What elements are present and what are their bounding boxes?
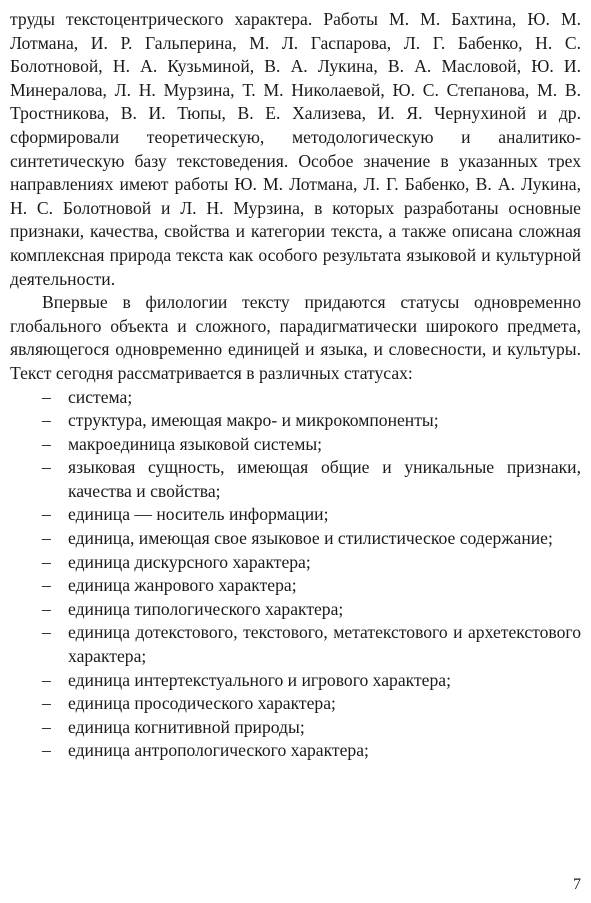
list-dash: – [42,622,51,643]
list-dash: – [42,716,51,737]
list-item-text: единица, имеющая свое языковое и стилистическое содержание; [68,528,553,549]
status-list [10,386,581,764]
list-item-text: единица интертекстуального и игрового характера; [68,669,451,690]
list-item [10,409,581,433]
list-dash: – [42,528,51,549]
list-item [10,598,581,622]
list-item [10,433,581,457]
list-dash: – [42,693,51,714]
list-item [10,527,581,551]
list-item-text: единица антропологического характера; [68,740,369,761]
list-dash: – [42,386,51,407]
list-item [10,574,581,598]
list-item [10,503,581,527]
list-item [10,621,581,668]
list-item-text: единица типологического характера; [68,598,344,619]
list-item-text: единица просодического характера; [68,693,336,714]
list-item [10,551,581,575]
list-item [10,669,581,693]
list-dash: – [42,669,51,690]
page-content [10,8,581,763]
list-item-text: единица жанрового характера; [68,575,297,596]
list-item-text: единица дотекстового, текстового, метатекстового и архетекстового характера; [68,622,581,667]
list-item [10,456,581,503]
list-dash: – [42,433,51,454]
list-dash: – [42,551,51,572]
list-item-text: единица дискурсного характера; [68,551,311,572]
list-item [10,386,581,410]
list-dash: – [42,457,51,478]
list-item-text: макроединица языковой системы; [68,433,323,454]
list-item [10,739,581,763]
page-number: 7 [573,876,581,893]
list-dash: – [42,575,51,596]
list-item-text: структура, имеющая макро- и микрокомпоненты; [68,410,439,431]
paragraph-1: труды текстоцентрического характера. Работы М. М. Бахтина, Ю. М. Лотмана, И. Р. Гальперина, М. Л. Гаспарова, Л. Г. Бабенко, Н. С. Болотновой, Н. А. Кузьминой, В. А. Лукина, В. А. Масловой, Ю. И. Минералова, Л. Н. Мурзина, Т. М. Николаевой, Ю. С. Степанова, М. В. Тростникова, В. И. Тюпы, В. Е. Хализева, И. Я. Чернухиной и др. сформировали теоретическую, методологическую и аналитико-синтетическую базу текстоведения. Особое значение в указанных трех направлениях имеют работы Ю. М. Лотмана, Л. Г. Бабенко, В. А. Лукина, Н. С. Болотновой и Л. Н. Мурзина, в которых разработаны основные признаки, качества, свойства и категории текста, а также описана сложная комплексная природа текста как особого результата языковой и культурной деятельности. [10,9,581,289]
list-item-text: единица — носитель информации; [68,504,329,525]
list-dash: – [42,410,51,431]
list-item-text: система; [68,386,133,407]
list-dash: – [42,740,51,761]
list-item-text: единица когнитивной природы; [68,716,305,737]
list-item [10,692,581,716]
list-item-text: языковая сущность, имеющая общие и уникальные признаки, качества и свойства; [68,457,581,501]
list-dash: – [42,598,51,619]
paragraph-2: Впервые в филологии тексту придаются статусы одновременно глобального объекта и сложного, парадигматически широкого предмета, являющегося одновременно единицей и языка, и словесности, и культуры. Текст сегодня рассматривается в различных статусах: [10,292,581,383]
list-item [10,716,581,740]
list-dash: – [42,504,51,525]
